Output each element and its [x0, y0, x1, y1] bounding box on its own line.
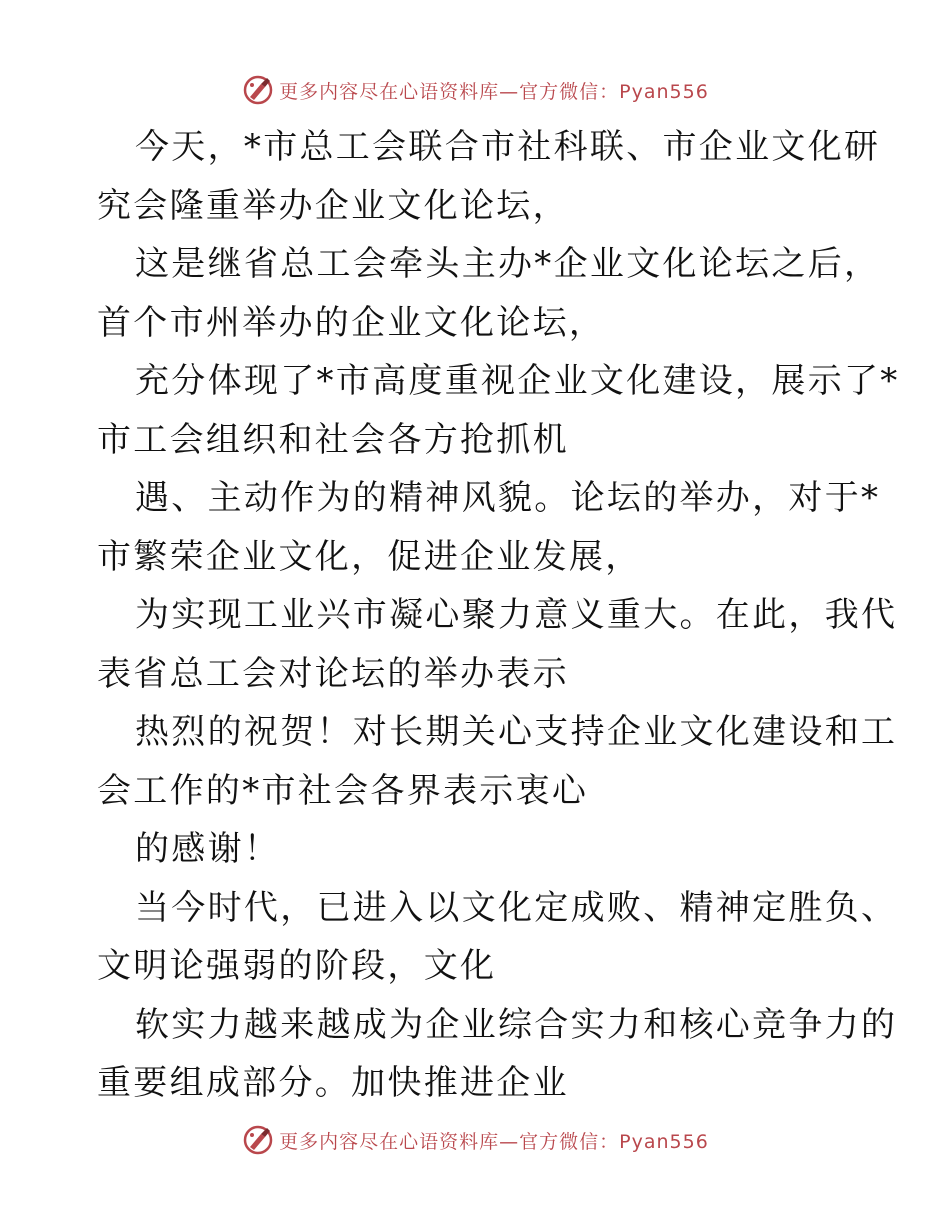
paragraph-line: 文明论强弱的阶段，文化 — [97, 946, 497, 986]
header-watermark — [0, 70, 950, 110]
paragraph-line: 当今时代，已进入以文化定成败、精神定胜负、 — [135, 887, 898, 928]
paragraph — [97, 586, 898, 703]
paragraph-line: 充分体现了*市高度重视企业文化建设，展示了* — [135, 361, 900, 401]
paragraph — [97, 820, 857, 879]
paragraph-line: 软实力越来越成为企业综合实力和核心竞争力的 — [135, 1004, 898, 1045]
paragraph — [97, 118, 881, 235]
paragraph-line: 表省总工会对论坛的举办表示 — [97, 653, 569, 694]
document-body — [97, 118, 900, 1113]
paragraph-line: 重要组成部分。加快推进企业 — [97, 1063, 569, 1103]
paragraph-line: 今天，*市总工会联合市社科联、市企业文化研 — [135, 127, 881, 167]
stylized-pen-logo-icon — [241, 73, 275, 107]
paragraph-line: 会工作的*市社会各界表示衷心 — [97, 770, 589, 811]
paragraph-line: 首个市州举办的企业文化论坛， — [97, 302, 606, 343]
stylized-pen-logo-icon — [241, 1123, 275, 1157]
paragraph-line: 的感谢！ — [135, 829, 281, 869]
paragraph-line: 究会隆重举办企业文化论坛， — [97, 185, 569, 226]
paragraph-line: 为实现工业兴市凝心聚力意义重大。在此，我代 — [135, 595, 898, 635]
paragraph — [97, 235, 881, 352]
footer-watermark-text: 更多内容尽在心语资料库—官方微信：Pyan556 — [279, 1130, 709, 1153]
paragraph-line: 市工会组织和社会各方抢抓机 — [97, 419, 569, 460]
paragraph-line: 遇、主动作为的精神风貌。论坛的举办，对于* — [135, 478, 881, 518]
footer-watermark — [0, 1120, 950, 1160]
paragraph — [97, 703, 898, 820]
paragraph-line: 这是继省总工会牵头主办*企业文化论坛之后， — [135, 244, 881, 284]
paragraph-line: 市繁荣企业文化，促进企业发展， — [97, 536, 642, 577]
paragraph-line: 热烈的祝贺！对长期关心支持企业文化建设和工 — [135, 712, 898, 752]
paragraph — [97, 879, 898, 996]
paragraph — [97, 352, 900, 469]
paragraph — [97, 996, 898, 1113]
paragraph — [97, 469, 881, 586]
header-watermark-text: 更多内容尽在心语资料库—官方微信：Pyan556 — [279, 80, 709, 103]
